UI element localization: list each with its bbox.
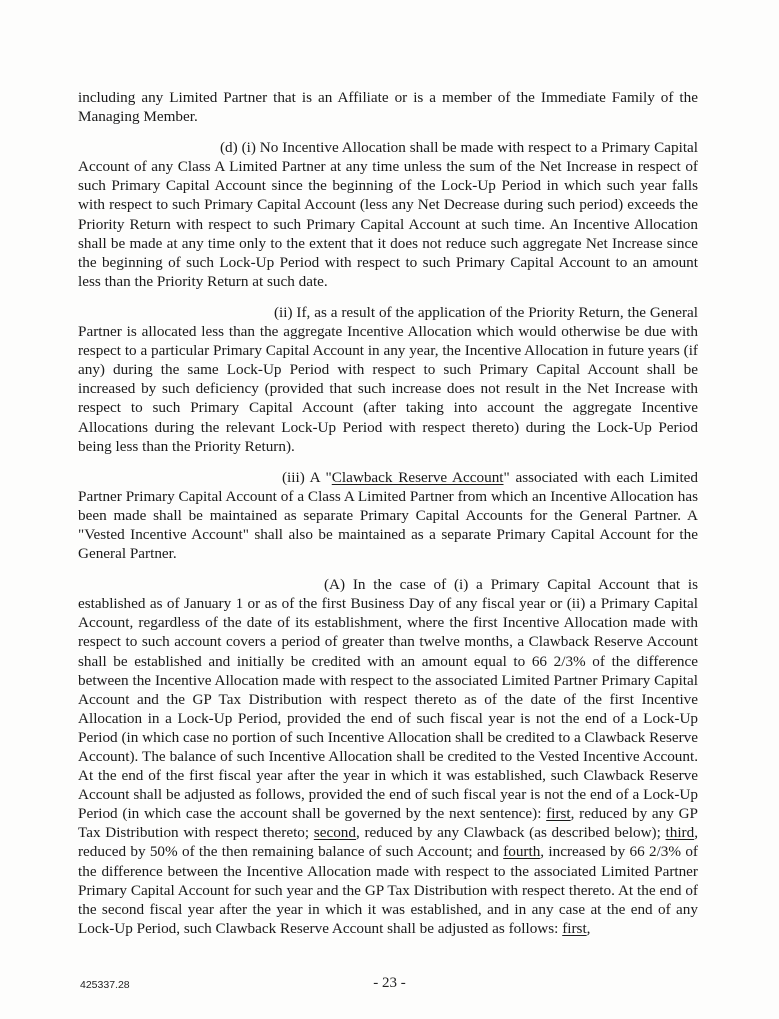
paragraph-d-iii [78, 468, 698, 563]
para-a-text-2: , reduced by any GP Tax Distribution with respect thereto; [78, 805, 698, 842]
para-iii-lead: (iii) A " [282, 468, 332, 486]
term-third: third [665, 824, 695, 842]
body-text [78, 88, 698, 950]
page-number: - 23 - [373, 975, 406, 991]
document-id: 425337.28 [80, 979, 130, 991]
term-second: second [313, 824, 356, 842]
para-a-text-3: , reduced by any Clawback (as described below); [356, 824, 666, 842]
para-a-text-5: , increased by 66 2/3% of the difference between the Incentive Allocation made with respect to the associated Limited Partner Primary Capital Account for such year and the GP Tax Distribution with respect thereto. At the end of the second fiscal year after the year in which it was established, and in any case at the end of any Lock-Up Period, such Clawback Reserve Account shall be adjusted as follows: [78, 843, 698, 937]
term-first: first [546, 805, 571, 823]
para-a-text-4: , reduced by 50% of the then remaining balance of such Account; and [78, 824, 698, 861]
paragraph-d-i: (d) (i) No Incentive Allocation shall be made with respect to a Primary Capital Account of any Class A Limited Partner at any time unless the sum of the Net Increase in respect of such Primary Capital Account since the beginning of the Lock-Up Period in which such year falls with respect to such Primary Capital Account (less any Net Decrease during such period) exceeds the Priority Return with respect to such Primary Capital Account at such time. An Incentive Allocation shall be made at any time only to the extent that it does not reduce such aggregate Net Increase since the beginning of such Lock-Up Period with respect to such Primary Capital Account to an amount less than the Priority Return at such date. [78, 139, 698, 290]
term-first-2: first [562, 919, 587, 937]
para-a-text-6: , [586, 919, 591, 937]
clawback-reserve-account-term: Clawback Reserve Account [331, 468, 504, 486]
para-iii-rest: " associated with each Limited Partner Primary Capital Account of a Class A Limited Partner from which an Incentive Allocation has been made shall be maintained as separate Primary Capital Accounts for the General Partner. A "Vested Incentive Account" shall also be maintained as a separate Primary Capital Account for the General Partner. [78, 468, 699, 563]
paragraph-d-iii-a [78, 575, 698, 938]
paragraph-d-ii: (ii) If, as a result of the application of the Priority Return, the General Partner is allocated less than the aggregate Incentive Allocation which would otherwise be due with respect to a particular Primary Capital Account in any year, the Incentive Allocation in future years (if any) during the same Lock-Up Period with respect to such Primary Capital Account shall be increased by such deficiency (provided that such increase does not result in the Net Increase with respect to such Primary Capital Account (after taking into account the aggregate Incentive Allocations during the relevant Lock-Up Period with respect thereto) during the Lock-Up Period being less than the Priority Return). [78, 303, 698, 455]
paragraph-continuation: including any Limited Partner that is an Affiliate or is a member of the Immediate Family of the Managing Member. [78, 89, 698, 126]
para-a-text-1: (A) In the case of (i) a Primary Capital Account that is established as of January 1 or as of the first Business Day of any fiscal year or (ii) a Primary Capital Account, regardless of the date of its establishment, where the first Incentive Allocation made with respect to such account covers a period of greater than twelve months, a Clawback Reserve Account shall be established and initially be credited with an amount equal to 66 2/3% of the difference between the Incentive Allocation made with respect to the associated Limited Partner Primary Capital Account and the GP Tax Distribution with respect thereto as of the date of the first Incentive Allocation in a Lock-Up Period, provided the end of such fiscal year is not the end of a Lock-Up Period (in which case no portion of such Incentive Allocation shall be credited to a Clawback Reserve Account). The balance of such Incentive Allocation shall be credited to the Vested Incentive Account. At the end of the first fiscal year after the year in which it was established, such Clawback Reserve Account shall be adjusted as follows, provided the end of such fiscal year is not the end of a Lock-Up Period (in which case the account shall be governed by the next sentence): [78, 576, 698, 823]
term-fourth: fourth [503, 843, 541, 861]
